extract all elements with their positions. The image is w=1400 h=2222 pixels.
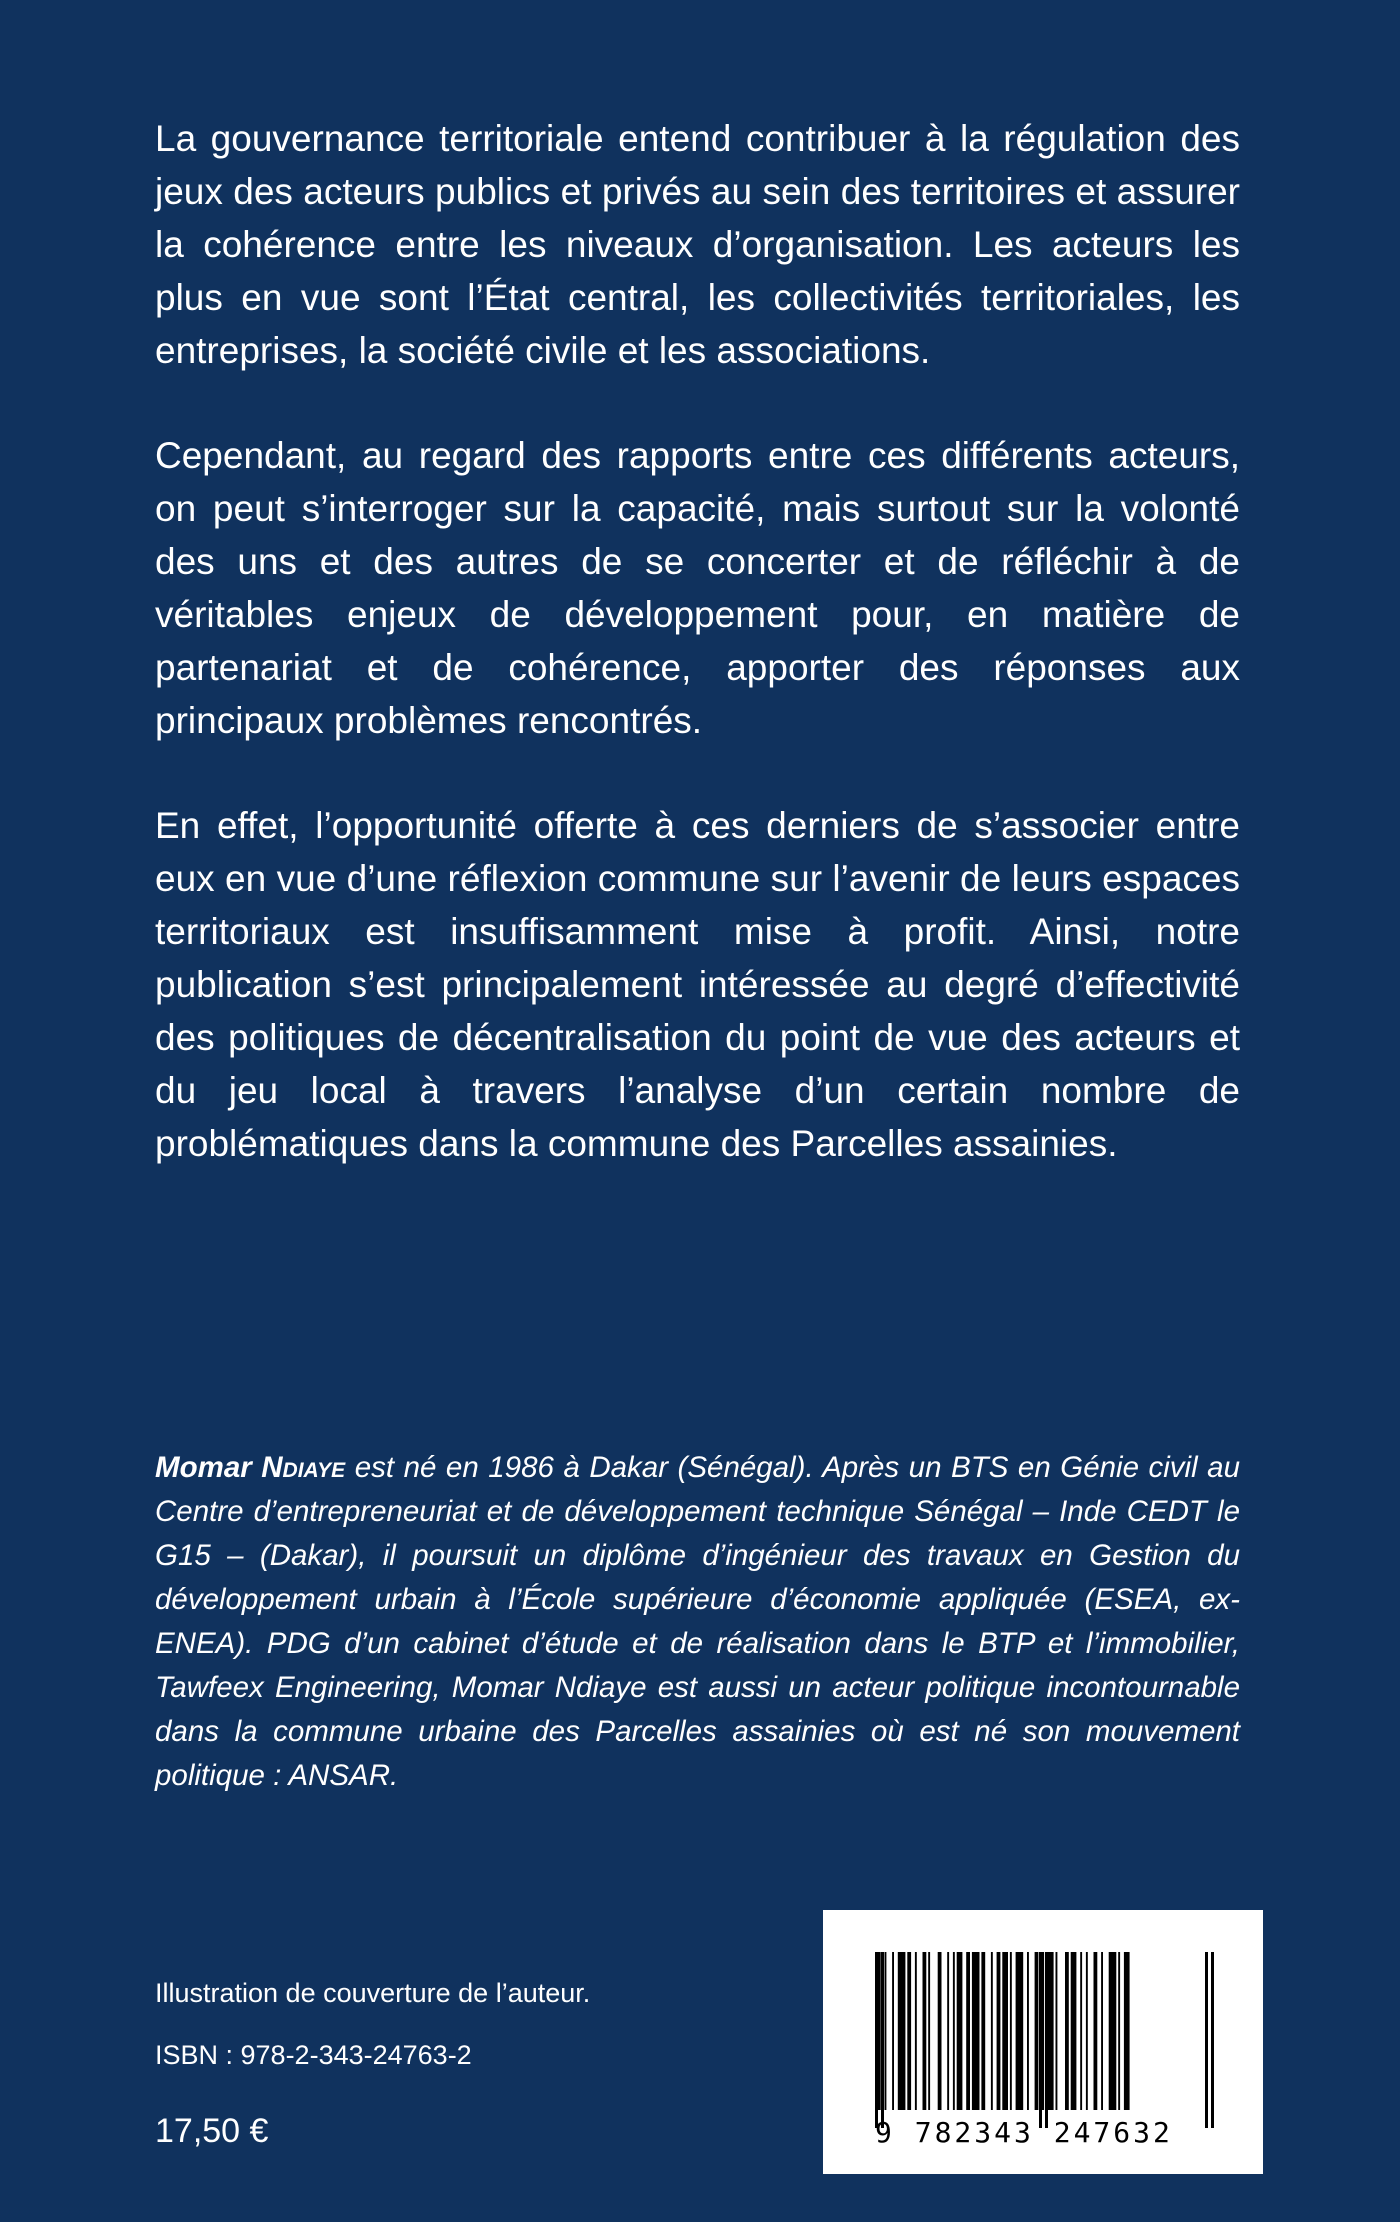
barcode-bar	[1048, 1952, 1054, 2110]
barcode-bar	[957, 1952, 963, 2110]
barcode-bar	[966, 1952, 970, 2110]
barcode-bar	[938, 1952, 942, 2110]
barcode-guard-bar	[1045, 1952, 1048, 2128]
barcode-bar	[907, 1952, 911, 2110]
price: 17,50 €	[155, 2112, 269, 2150]
barcode-bar	[923, 1952, 927, 2110]
barcode-bar	[892, 1952, 894, 2110]
barcode-bar	[1101, 1952, 1103, 2110]
barcode-bar	[1010, 1952, 1012, 2110]
author-surname: Ndiaye	[261, 1451, 346, 1484]
barcode-bar	[953, 1952, 955, 2110]
barcode-bar	[885, 1952, 887, 2110]
barcode-bar	[1056, 1952, 1058, 2110]
summary-paragraph-2: Cependant, au regard des rapports entre ces différents acteurs, on peut s’interroger sur la capacité, mais surtout sur la volonté des uns et des autres de se concerter et de réfléchir à de véritables enjeux de développement pour, en matière de partenariat et de cohérence, apporter des réponses aux principaux problèmes rencontrés.	[155, 435, 1240, 741]
barcode-bar	[1080, 1952, 1082, 2110]
barcode-bar	[915, 1952, 917, 2110]
summary-paragraph-1: La gouvernance territoriale entend contribuer à la régulation des jeux des acteurs publics et privés au sein des territoires et assurer la cohérence entre les niveaux d’organisation. Les acteurs les plus en vue sont l’État central, les collectivités territoriales, les entreprises, la société civile et les associations.	[155, 118, 1240, 371]
barcode	[823, 1910, 1263, 2174]
summary-text	[155, 112, 1240, 1222]
barcode-digits: 9 782343 247632	[875, 2116, 1173, 2149]
barcode-bar	[997, 1952, 1001, 2110]
barcode-bar	[1065, 1952, 1069, 2110]
barcode-bar	[1109, 1952, 1117, 2110]
barcode-guard-bar	[1211, 1952, 1214, 2128]
illustration-credit: Illustration de couverture de l’auteur.	[155, 1978, 591, 2008]
barcode-bar	[1002, 1952, 1008, 2110]
barcode-bar	[1027, 1952, 1029, 2110]
barcode-bar	[1035, 1952, 1039, 2110]
barcode-guard-bar	[1205, 1952, 1208, 2128]
author-bio-text: est né en 1986 à Dakar (Sénégal). Après un BTS en Génie civil au Centre d’entrepreneuriat et de développement technique Sénégal – Inde CEDT le G15 – (Dakar), il poursuit un diplôme d’ingénieur des travaux en Gestion du développement urbain à l’École supérieure d’économie appliquée (ESEA, ex-ENEA). PDG d’un cabinet d’étude et de réalisation dans le BTP et l’immobilier, Tawfeex Engineering, Momar Ndiaye est aussi un acteur politique incontournable dans la commune urbaine des Parcelles assainies où est né son mouvement politique : ANSAR.	[155, 1451, 1240, 1792]
isbn: ISBN : 978-2-343-24763-2	[155, 2040, 472, 2070]
barcode-bar	[991, 1952, 993, 2110]
barcode-bar	[1118, 1952, 1120, 2110]
barcode-bar	[972, 1952, 980, 2110]
barcode-bar	[1094, 1952, 1098, 2110]
barcode-bar	[947, 1952, 949, 2110]
barcode-bar	[928, 1952, 930, 2110]
author-first-name: Momar	[155, 1451, 252, 1484]
barcode-bar	[981, 1952, 985, 2110]
barcode-bar	[1124, 1952, 1130, 2110]
barcode-guard-bar	[875, 1952, 878, 2128]
author-name	[155, 1451, 345, 1484]
barcode-bar	[1086, 1952, 1088, 2110]
barcode-bar	[1016, 1952, 1024, 2110]
barcode-bar	[898, 1952, 906, 2110]
barcode-guard-bar	[881, 1952, 884, 2128]
summary-paragraph-3: En effet, l’opportunité offerte à ces derniers de s’associer entre eux en vue d’une réflexion commune sur l’avenir de leurs espaces territoriaux est insuffisamment mise à profit. Ainsi, notre publication s’est principalement intéressée au degré d’effectivité des politiques de décentralisation du point de vue des acteurs et du jeu local à travers l’analyse d’un certain nombre de problématiques dans la commune des Parcelles assainies.	[155, 805, 1240, 1164]
author-bio	[155, 1446, 1240, 1798]
barcode-guard-bar	[1039, 1952, 1042, 2128]
barcode-bar	[1071, 1952, 1077, 2110]
